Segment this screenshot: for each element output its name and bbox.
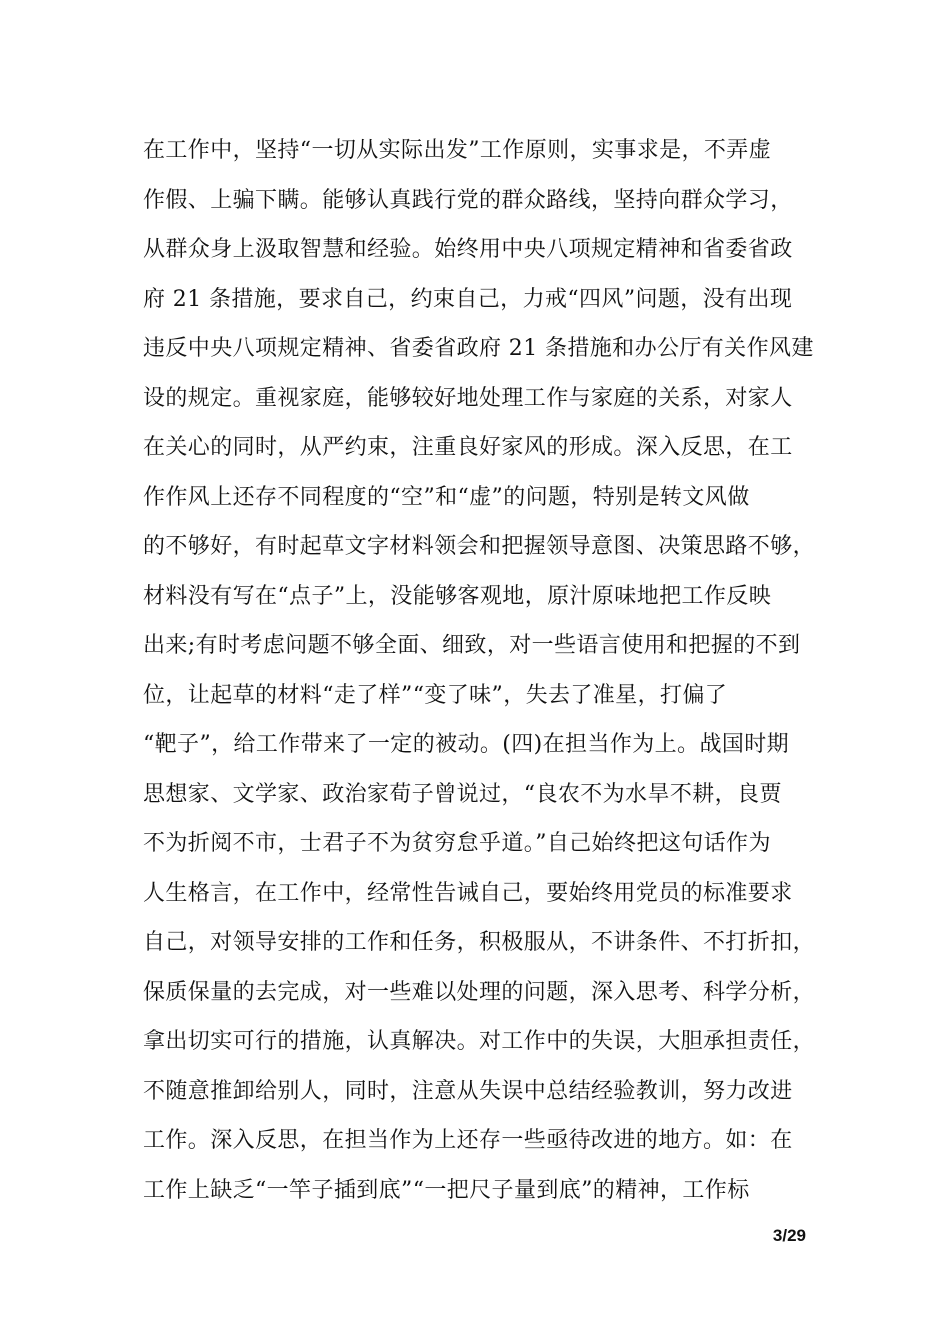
- text-line: 作假、上骗下瞒。能够认真践行党的群众路线，坚持向群众学习，: [143, 187, 793, 213]
- text-line: 的不够好，有时起草文字材料领会和把握领导意图、决策思路不够，: [143, 534, 816, 559]
- text-line: 违反中央八项规定精神、省委省政府 21 条措施和办公厅有关作风建: [143, 336, 814, 361]
- text-line: 出来;有时考虑问题不够全面、细致，对一些语言使用和把握的不到: [143, 633, 801, 658]
- page-number: 3/29: [772, 1226, 806, 1245]
- text-line: 府 21 条措施，要求自己，约束自己，力戒“四风”问题，没有出现: [143, 286, 793, 312]
- text-line: 工作。深入反思，在担当作为上还存一些亟待改进的地方。如：在: [143, 1128, 793, 1153]
- text-line: 不为折阅不市，士君子不为贫穷怠乎道。”自己始终把这句话作为: [143, 831, 771, 856]
- text-line: 拿出切实可行的措施，认真解决。对工作中的失误，大胆承担责任，: [143, 1029, 816, 1054]
- text-line: 人生格言，在工作中，经常性告诫自己，要始终用党员的标准要求: [143, 880, 793, 906]
- text-line: 作作风上还存不同程度的“空”和“虚”的问题，特别是转文风做: [143, 484, 750, 510]
- text-line: 保质保量的去完成，对一些难以处理的问题，深入思考、科学分析，: [143, 979, 816, 1005]
- text-line: 设的规定。重视家庭，能够较好地处理工作与家庭的关系，对家人: [143, 385, 793, 411]
- text-line: 在工作中，坚持“一切从实际出发”工作原则，实事求是，不弄虚: [143, 138, 772, 163]
- text-line: “靶子”，给工作带来了一定的被动。(四)在担当作为上。战国时期: [143, 732, 790, 757]
- body-text: [143, 126, 823, 1215]
- text-line: 自己，对领导安排的工作和任务，积极服从，不讲条件、不打折扣，: [143, 930, 816, 955]
- text-line: 位，让起草的材料“走了样”“变了味”，失去了准星，打偏了: [143, 682, 728, 708]
- text-line: 从群众身上汲取智慧和经验。始终用中央八项规定精神和省委省政: [143, 237, 793, 262]
- text-line: 在关心的同时，从严约束，注重良好家风的形成。深入反思，在工: [143, 435, 793, 460]
- text-line: 工作上缺乏“一竿子插到底”“一把尺子量到底”的精神，工作标: [143, 1177, 750, 1203]
- text-line: 不随意推卸给别人，同时，注意从失误中总结经验教训，努力改进: [143, 1078, 793, 1104]
- text-line: 材料没有写在“点子”上，没能够客观地，原汁原味地把工作反映: [143, 583, 772, 609]
- text-line: 思想家、文学家、政治家荀子曾说过，“良农不为水旱不耕，良贾: [143, 781, 782, 807]
